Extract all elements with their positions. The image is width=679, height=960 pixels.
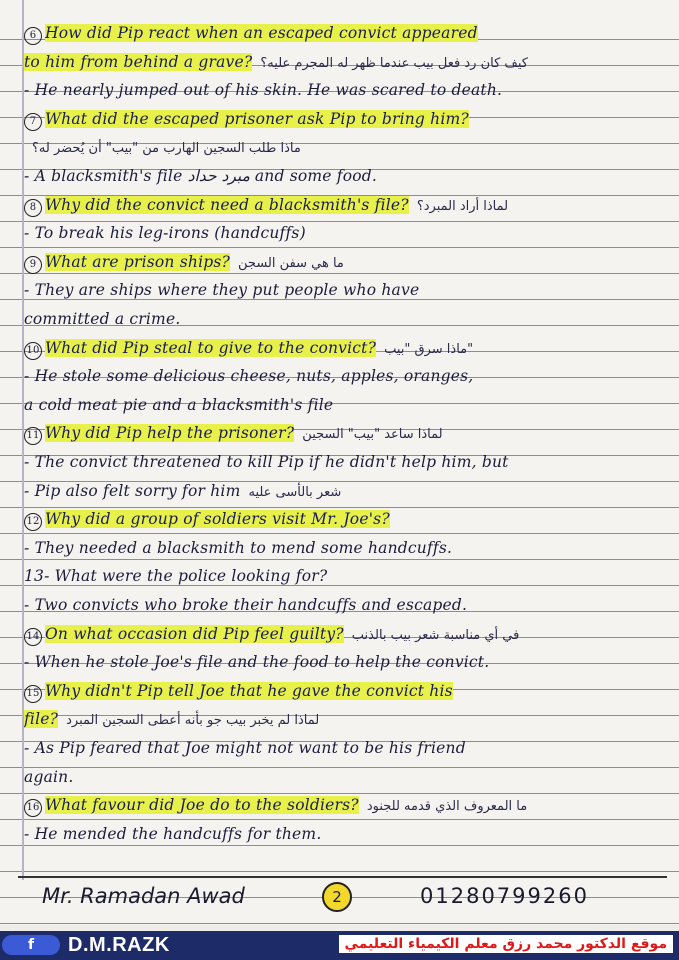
question-number: 11: [24, 427, 42, 445]
answer-line: [24, 453, 669, 475]
question-text: What favour did Joe do to the soldiers?: [45, 796, 359, 815]
question-number: 7: [24, 113, 42, 131]
answer-line: [24, 739, 669, 761]
answer-text: 13- What were the police looking for?: [24, 567, 328, 586]
answer-line: [24, 825, 669, 847]
answer-line: [24, 81, 669, 103]
question-number: 12: [24, 513, 42, 531]
answer-text: committed a crime.: [24, 310, 181, 328]
question-text: Why did the convict need a blacksmith's file?: [45, 195, 409, 214]
question-number: 14: [24, 628, 42, 646]
question-line: [24, 682, 669, 704]
arabic-translation: ماذا طلب السجين الهارب من "بيب" أن يُحضر له؟: [32, 141, 301, 157]
arabic-translation: لماذا لم يخبر بيب جو بأنه أعطى السجين المبرد: [66, 713, 320, 729]
question-line: [24, 510, 669, 532]
arabic-translation: في أي مناسبة شعر بيب بالذنب: [351, 627, 520, 643]
answer-text: - He stole some delicious cheese, nuts, apples, oranges,: [24, 367, 474, 386]
answer-line: [24, 567, 669, 589]
answer-line: [24, 281, 669, 303]
answer-text: - To break his leg-irons (handcuffs): [24, 224, 306, 243]
answer-text: - As Pip feared that Joe might not want to be his friend: [24, 739, 466, 757]
question-text: Why did Pip help the prisoner?: [45, 424, 295, 443]
question-text: Why didn't Pip tell Joe that he gave the convict his: [45, 681, 453, 700]
question-text: to him from behind a grave?: [24, 52, 253, 71]
answer-line: [24, 310, 669, 332]
footer: [30, 878, 650, 914]
arabic-translation: ما هي سفن السجن: [238, 255, 344, 271]
answer-line: [24, 138, 669, 160]
question-text: On what occasion did Pip feel guilty?: [45, 624, 344, 643]
question-number: 9: [24, 256, 42, 274]
question-text: How did Pip react when an escaped convict appeared: [45, 24, 478, 42]
question-line: [24, 110, 669, 132]
question-line: [24, 24, 669, 46]
arabic-translation: ماذا سرق "بيب": [384, 341, 474, 357]
question-number: 6: [24, 27, 42, 45]
answer-text: - They needed a blacksmith to mend some handcuffs.: [24, 538, 453, 557]
answer-line: [24, 482, 669, 504]
answer-line: [24, 53, 669, 75]
question-line: [24, 796, 669, 818]
answer-text: - He nearly jumped out of his skin. He was scared to death.: [24, 81, 503, 100]
question-line: [24, 339, 669, 361]
page-number-badge: 2: [322, 882, 352, 912]
question-number: 16: [24, 799, 42, 817]
question-text: What did the escaped prisoner ask Pip to bring him?: [45, 109, 469, 128]
answer-line: [24, 367, 669, 389]
question-number: 15: [24, 685, 42, 703]
answer-line: [24, 653, 669, 675]
teacher-name: Mr. Ramadan Awad: [42, 884, 245, 908]
answer-line: [24, 167, 669, 189]
phone-number: 01280799260: [420, 884, 589, 908]
arabic-translation: كيف كان رد فعل بيب عندما ظهر له المجرم عليه؟: [260, 55, 528, 71]
answer-line: [24, 539, 669, 561]
site-title: موقع الدكتور محمد رزق معلم الكيمياء التعليمي: [339, 935, 673, 953]
question-text: Why did a group of soldiers visit Mr. Joe's?: [45, 510, 390, 529]
answer-text: - He mended the handcuffs for them.: [24, 824, 322, 843]
answer-line: [24, 396, 669, 418]
answer-line: [24, 768, 669, 790]
answer-text: - Two convicts who broke their handcuffs and escaped.: [24, 596, 468, 614]
question-number: 10: [24, 342, 42, 360]
arabic-translation: ما المعروف الذي قدمه للجنود: [366, 799, 528, 815]
answer-text: - Pip also felt sorry for him: [24, 481, 241, 500]
question-line: [24, 196, 669, 218]
question-number: 8: [24, 199, 42, 217]
answer-text: - The convict threatened to kill Pip if he didn't help him, but: [24, 453, 509, 471]
answer-text: a cold meat pie and a blacksmith's file: [24, 395, 334, 414]
answer-text: - When he stole Joe's file and the food to help the convict.: [24, 653, 490, 672]
answer-line: [24, 596, 669, 618]
site-banner: [0, 931, 679, 960]
answer-text: again.: [24, 767, 74, 786]
arabic-translation: لماذا أراد المبرد؟: [416, 198, 509, 214]
brand-name: D.M.RAZK: [68, 934, 170, 956]
answer-line: [24, 710, 669, 732]
answer-text: - A blacksmith's file مبرد حداد and some food.: [24, 167, 378, 185]
answer-line: [24, 224, 669, 246]
question-text: What are prison ships?: [45, 252, 231, 271]
arabic-translation: شعر بالأسى عليه: [248, 484, 342, 500]
question-line: [24, 253, 669, 275]
question-line: [24, 424, 669, 446]
question-text: file?: [24, 710, 59, 729]
facebook-icon[interactable]: f: [2, 935, 60, 955]
arabic-translation: لماذا ساعد "بيب" السجين: [302, 427, 443, 443]
question-line: [24, 625, 669, 647]
question-text: What did Pip steal to give to the convict?: [45, 338, 377, 357]
answer-text: - They are ships where they put people who have: [24, 281, 420, 300]
